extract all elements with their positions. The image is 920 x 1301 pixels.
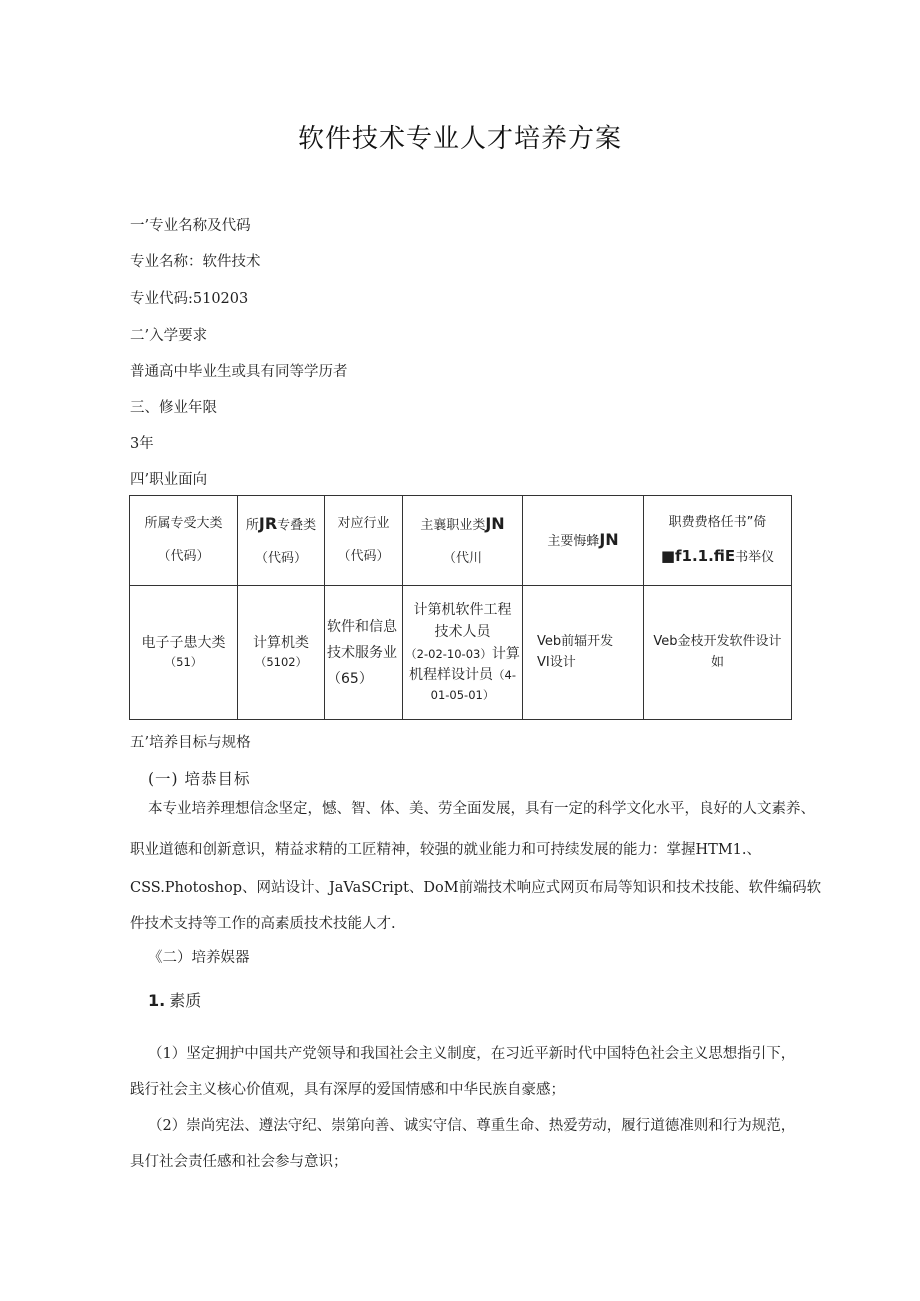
header-main: 所属专受大类	[144, 516, 223, 532]
header-cell	[130, 496, 238, 586]
header-cell	[523, 496, 644, 586]
header-main: 主要悔蜂JN	[547, 530, 619, 550]
major-name: 专业名称：软件技术	[130, 254, 261, 270]
spec-heading: 《二）培养娱器	[148, 950, 250, 966]
quality-item-1-cont: 践行社会主义核心价值观，具有深厚的爱国情感和中华民族自豪感；	[130, 1082, 565, 1098]
header-sub: （代码）	[254, 550, 307, 566]
header-sub: （代码）	[157, 548, 210, 564]
admission-text: 普通高中毕业生或具有同等学历者	[130, 364, 348, 380]
section-4-heading: 四’职业面向	[130, 472, 208, 488]
quality-heading: 1. 素质	[148, 991, 202, 1010]
page-title: 软件技术专业人才培养方案	[297, 124, 622, 154]
goal-paragraph-line: 职业道德和创新意识，精益求精的工匠精神，较强的就业能力和可持续发展的能力：掌握HTM1.、	[130, 842, 761, 858]
career-table	[129, 495, 792, 720]
goal-paragraph-line: 件技术支持等工作的高素质技术技能人才.	[130, 916, 396, 932]
quality-item-2: （2）崇尚宪法、遵法守纪、崇第向善、诚实守信、尊重生命、热爱劳动，履行道德准则和行为规范，	[148, 1118, 796, 1134]
goal-paragraph-line: CSS.Photoshop、网站设计、JaVaSCript、DoM前端技术响应式网页布局等知识和技术技能、软件编码软	[130, 880, 822, 896]
goal-heading: (一) 培恭目标	[148, 770, 251, 788]
section-2-heading: 二’入学要求	[130, 328, 208, 344]
section-1-heading: 一’专业名称及代码	[130, 218, 251, 234]
table-cell: 计算机类 （5102）	[238, 586, 325, 720]
duration-text: 3年	[130, 436, 154, 452]
header-main: 所JR专叠类	[245, 514, 317, 534]
header-cell	[403, 496, 523, 586]
section-3-heading: 三、修业年限	[130, 400, 217, 416]
table-cell: 软件和信息技术服务业（65）	[325, 586, 403, 720]
table-cell: 计第机软件工程 技术人员 （2-02-10-03）计算 机程样设计员（4- 01-05-01）	[403, 586, 523, 720]
table-row	[130, 586, 792, 720]
table-cell: Veb金枝开发软件设计 如	[644, 586, 792, 720]
table-cell: Veb前辐开发 VI设计	[523, 586, 644, 720]
table-header-row	[130, 496, 792, 586]
header-main: 主襄职业类JN	[420, 514, 505, 534]
header-main: 对应行业	[337, 516, 390, 532]
header-main: 职费费格任书”倚	[668, 514, 767, 530]
quality-item-2-cont: 具仃社会责任感和社会参与意识；	[130, 1154, 348, 1170]
table-cell: 电子子患大类 （51）	[130, 586, 238, 720]
section-5-heading: 五’培养目标与规格	[130, 735, 251, 751]
header-sub: （代码）	[337, 548, 390, 564]
header-sub: ■f1.1.fiE书举仪	[660, 546, 775, 565]
header-cell	[325, 496, 403, 586]
header-cell	[644, 496, 792, 586]
goal-paragraph-line: 本专业培养理想信念坚定，憾、智、体、美、劳全面发展，具有一定的科学文化水平，良好的人文素养、	[148, 801, 815, 817]
quality-item-1: （1）坚定拥护中国共产党领导和我国社会主义制度，在习近平新时代中国特色社会主义思想指引下，	[148, 1046, 796, 1062]
header-cell	[238, 496, 325, 586]
major-code: 专业代码:510203	[130, 291, 249, 307]
header-sub: （代川	[442, 550, 482, 566]
